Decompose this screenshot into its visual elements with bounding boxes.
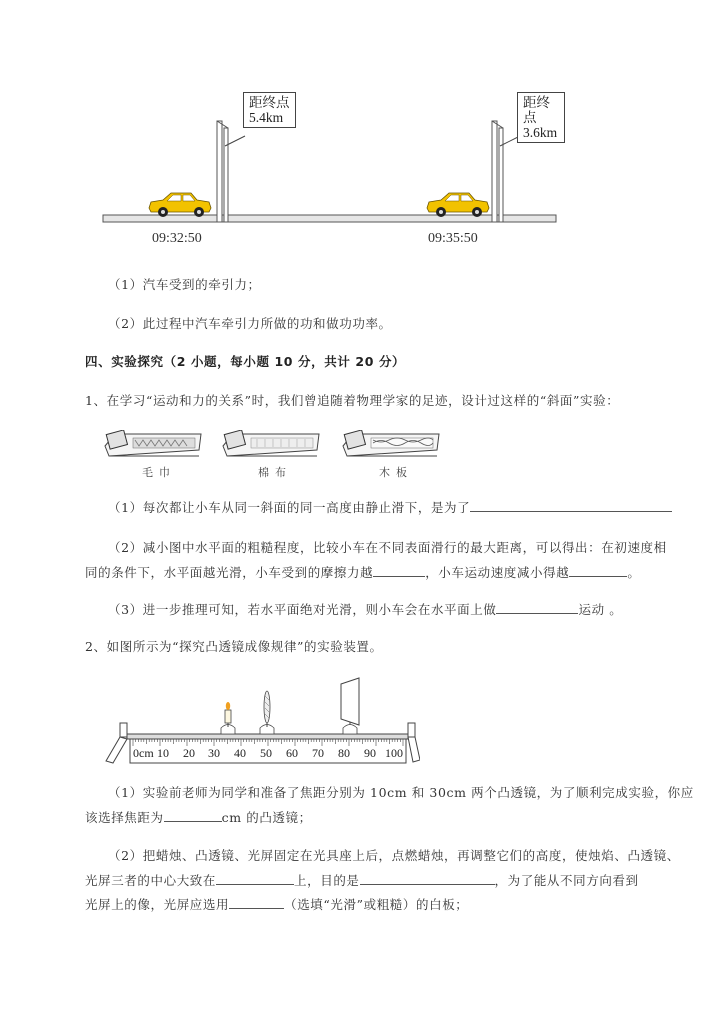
q1-sub2-text-a: 同的条件下，水平面越光滑，小车受到的摩擦力越 [85,565,374,580]
answer-blank-q1-2b[interactable] [569,564,627,577]
q2-sub2-text-e: （选填“光滑”或粗糙）的白板； [284,897,469,912]
prev-question-part-2: （2）此过程中汽车牵引力所做的功和做功功率。 [108,316,392,331]
answer-blank-q2-2b[interactable] [360,872,495,885]
q2-sub2-text-c: ，为了能从不同方向看到 [494,873,639,888]
answer-blank-q1-3[interactable] [496,601,578,614]
section-title: 四、实验探究（2 小题，每小题 10 分，共计 20 分） [85,354,406,369]
road-illustration [95,88,565,253]
sign-distance: 3.6km [523,125,558,140]
q1-sub2-line2 [85,563,640,581]
ruler-label: 20 [183,746,195,760]
q2-sub2-text-d: 光屏上的像，光屏应选用 [85,897,230,912]
q1-sub2-line1: （2）减小图中水平面的粗糙程度，比较小车在不同表面滑行的最大距离，可以得出：在初速度相 [108,540,667,555]
q2-sub1-line1: （1）实验前老师为同学和准备了焦距分别为 10cm 和 30cm 两个凸透镜，为了顺利完成实验，你应 [108,785,694,800]
answer-blank-q1-2a[interactable] [373,564,425,577]
sign-title: 距终点 [523,95,550,125]
q1-sub3-text-b: 运动 。 [578,602,623,617]
q1-sub2-text-b: ，小车运动速度减小得越 [425,565,570,580]
q2-sub1-text-b: cm 的凸透镜； [221,810,312,825]
prev-question-part-1: （1）汽车受到的牵引力； [108,277,261,292]
q2-sub2-line1: （2）把蜡烛、凸透镜、光屏固定在光具座上后，点燃蜡烛，再调整它们的高度，使烛焰、凸透镜、 [108,848,680,863]
q2-sub2-text-b: 上，目的是 [294,873,360,888]
answer-blank-q1-1[interactable] [470,499,672,512]
incline-figure [103,430,443,485]
ruler-label: 90 [364,746,376,760]
car-icon [149,193,211,217]
q1-sub1 [108,498,672,516]
distance-sign-2 [517,92,565,143]
time-label-2: 09:35:50 [428,231,478,246]
q1-sub3-text-a: （3）进一步推理可知，若水平面绝对光滑，则小车会在水平面上做 [108,602,497,617]
ruler-label: 0cm [133,746,154,760]
q2-sub2-line2 [85,871,639,889]
q1-sub3 [108,600,622,618]
sign-title: 距终点 [249,95,290,110]
ruler-label: 70 [312,746,324,760]
answer-blank-q2-2c[interactable] [229,896,284,909]
ruler-label: 80 [338,746,350,760]
ruler-label: 30 [208,746,220,760]
sign-distance: 5.4km [249,110,284,125]
ruler-label: 50 [260,746,272,760]
time-label-1: 09:32:50 [152,231,202,246]
q1-sub2-text-c: 。 [627,565,641,580]
q2-sub1-text-a: 该选择焦距为 [85,810,164,825]
surface-label-cotton: 棉布 [258,466,292,479]
road-figure [95,88,565,253]
optical-bench-figure [100,670,420,765]
q2-sub2-line3 [85,895,468,913]
ruler-label: 60 [286,746,298,760]
ruler-label: 10 [157,746,169,760]
ruler-label: 100 [385,746,403,760]
q1-sub1-text: （1）每次都让小车从同一斜面的同一高度由静止滑下，是为了 [108,500,471,515]
car-icon [427,193,489,217]
q2-stem: 2、如图所示为“探究凸透镜成像规律”的实验装置。 [85,639,383,654]
answer-blank-q2-2a[interactable] [216,872,294,885]
surface-label-wood: 木板 [379,466,413,479]
q2-sub1-line2 [85,808,312,826]
answer-blank-q2-1[interactable] [164,809,222,822]
distance-sign-1 [243,92,296,128]
surface-label-towel: 毛巾 [142,466,176,479]
ruler-label: 40 [234,746,246,760]
q2-sub2-text-a: 光屏三者的中心大致在 [85,873,217,888]
q1-stem: 1、在学习“运动和力的关系”时，我们曾追随着物理学家的足迹，设计过这样的“斜面”实验： [85,393,620,408]
